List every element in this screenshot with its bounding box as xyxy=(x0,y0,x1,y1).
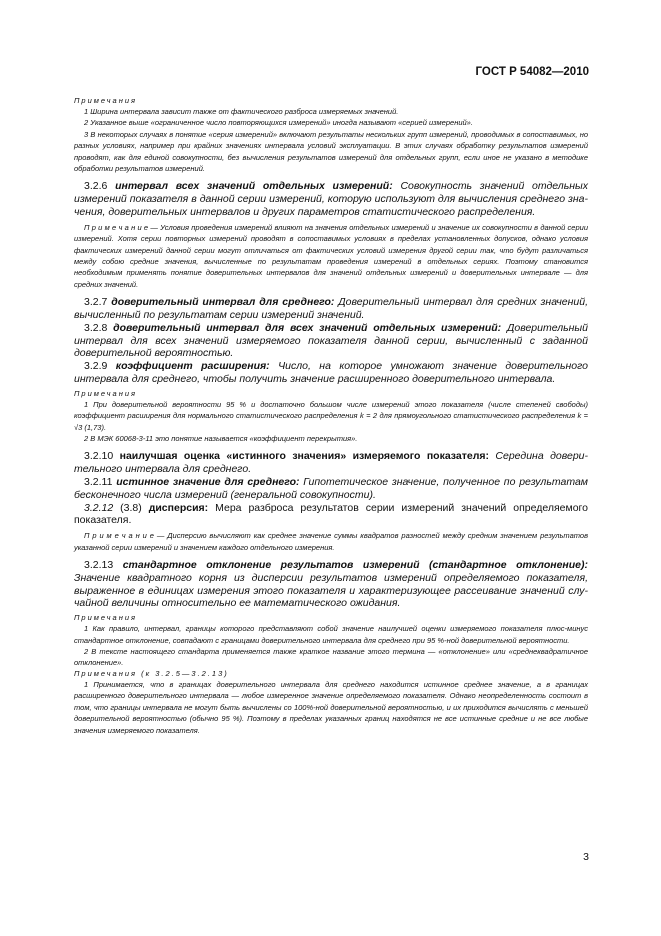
term-name: интервал всех значений отдельных измерений: xyxy=(115,180,393,193)
notes-block-2 xyxy=(74,389,588,445)
term-number: 3.2.9 xyxy=(84,360,108,373)
term-number: 3.2.11 xyxy=(84,476,113,489)
term-3-2-11 xyxy=(74,476,588,502)
note-item: 1 Как правило, интервал, границы которого представляют собой значение наилучшей оценки измеряемого показателя плюс-минус стандартное отклонение, совпадают с границами доверительного интервала для среднего при 95 %-ной доверительной вероятности. xyxy=(74,624,588,645)
term-definition: Доверительный интервал для средних значений, вычисленный по результатам серии измерений значений. xyxy=(74,296,588,322)
term-name: доверительный интервал для среднего: xyxy=(111,296,335,309)
term-definition: Значение квадратного корня из дисперсии результатов измерений определяемого показателя, выраженное в единицах измерения этого показателя и характеризующее рассеивание значений случайной величины относительно ее математического ожидания. xyxy=(74,571,588,610)
term-3-2-8 xyxy=(74,322,588,360)
note-item: 3 В некоторых случаях в понятие «серия измерений» включают результаты нескольких групп измерений, проводимых в сопоставимых, но разных условиях, например при крайних значениях интервала условий эксплуатации. В этих случаях обработку результатов измерений проводят, как для единой совокупности, без вычисления результатов измерений для отдельных групп, если иное не указано в методике обработки результатов измерений. xyxy=(74,129,588,174)
term-definition: Число, на которое умножают значение доверительного интервала для среднего, чтобы получить значение расширенного доверительного интервала. xyxy=(74,360,588,386)
term-name: стандартное отклонение результатов измерений (стандартное отклонение): xyxy=(122,559,588,572)
note-item: 2 В МЭК 60068-3-11 это понятие называется «коэффициент перекрытия». xyxy=(84,434,358,444)
term-definition: Середина доверительного интервала для среднего. xyxy=(74,450,588,476)
term-3-2-10 xyxy=(74,450,588,476)
notes-block-1 xyxy=(74,96,588,174)
page-number: 3 xyxy=(583,851,589,863)
note-item: 1 При доверительной вероятности 95 % и достаточно большом числе измерений этого показателя (числе степеней свободы) коэффициент расширения для нормального статистического распределения k = 2 для прямоугольного статистического распределения k = √3 (1,73). xyxy=(74,399,588,432)
notes-heading: Примечания xyxy=(74,388,138,398)
term-definition: Доверительный интервал для всех значений измеряемого показателя данной серии, вычисленный с заданной доверительной вероятностью. xyxy=(74,321,589,360)
note-item: 2 В тексте настоящего стандарта применяется также краткое название этого термина — «отклонение» или «среднеквадратичное отклонение». xyxy=(74,647,588,668)
term-3-2-13 xyxy=(74,559,588,610)
term-note: П р и м е ч а н и е — Условия проведения измерений влияют на значения отдельных измерений и значение их совокупности в данной серии измерений. Хотя серии повторных измерений проводят в сопоставимых условиях в пределах установленных допусков, однако условия фактических измерений данной серии могут отличаться от фактических условий измерения другой серии так, что будут различаться между собою средние значения, вычисленные по результатам проведения измерений в отдельных сериях. Поэтому становится необходимым применять понятие доверительных интервалов для значений отдельных измерений и доверительных интервале — для средних значений. xyxy=(74,222,588,289)
term-name: истинное значение для среднего: xyxy=(116,476,300,489)
term-definition: Совокупность значений отдельных измерений показателя в данной серии измерений, которую используют для вычисления среднего значения, доверительных интервалов и других параметров статистического распределения. xyxy=(74,180,588,219)
term-number: 3.2.13 xyxy=(84,559,114,572)
term-definition: Мера разброса результатов серии измерений значений определяемого показателя. xyxy=(74,501,588,527)
term-name: коэффициент расширения: xyxy=(115,360,270,373)
notes-heading: Примечания xyxy=(74,613,138,623)
notes-block-4 xyxy=(74,669,588,736)
term-3-2-7 xyxy=(74,296,588,322)
note-item: 1 Принимается, что в границах доверительного интервала для среднего находится истинное среднее значение, а в границах расширенного доверительного интервала — любое измеренное значение определяемого показателя. Однако неопределенность состоит в том, что границы интервала не могут быть вычислены со 100%-ной доверительной вероятностью, и их приходится вычислять с меньшей доверительной вероятностью (обычно 95 %). Поэтому в пределах указанных границ находятся не все истинные средние и не все любые значения измеряемого показателя. xyxy=(74,679,588,735)
notes-heading: Примечания (к 3.2.5—3.2.13) xyxy=(74,668,229,678)
notes-heading: Примечания xyxy=(74,96,138,105)
term-3-2-6 xyxy=(74,180,588,218)
page-content xyxy=(74,96,588,736)
term-definition: Гипотетическое значение, полученное по результатам бесконечного числа измерений (генеральной совокупности). xyxy=(74,476,588,501)
term-number: 3.2.7 xyxy=(84,296,108,309)
term-number: 3.2.10 xyxy=(84,450,114,463)
term-name: наилучшая оценка «истинного значения» измеряемого показателя: xyxy=(119,450,489,463)
term-name: доверительный интервал для всех значений отдельных измерений: xyxy=(113,321,502,334)
term-note: П р и м е ч а н и е — Дисперсию вычисляют как среднее значение суммы квадратов разностей между средним значением результатов указанной серии измерений и значением каждого отдельного измерения. xyxy=(74,531,588,552)
note-item: 2 Указанное выше «ограниченное число повторяющихся измерений» иногда называют «серией измерений». xyxy=(84,118,473,128)
term-number: 3.2.8 xyxy=(84,321,108,334)
note-item: 1 Ширина интервала зависит также от фактического разброса измеряемых значений. xyxy=(84,107,399,116)
term-number: 3.2.6 xyxy=(84,180,108,193)
term-3-2-12 xyxy=(74,502,588,528)
term-reference: (3.8) xyxy=(113,501,149,514)
document-id-header: ГОСТ Р 54082—2010 xyxy=(475,66,589,78)
term-3-2-9 xyxy=(74,360,588,386)
term-number: 3.2.12 xyxy=(84,501,114,514)
term-name: дисперсия: xyxy=(148,501,209,514)
notes-block-3 xyxy=(74,613,588,669)
